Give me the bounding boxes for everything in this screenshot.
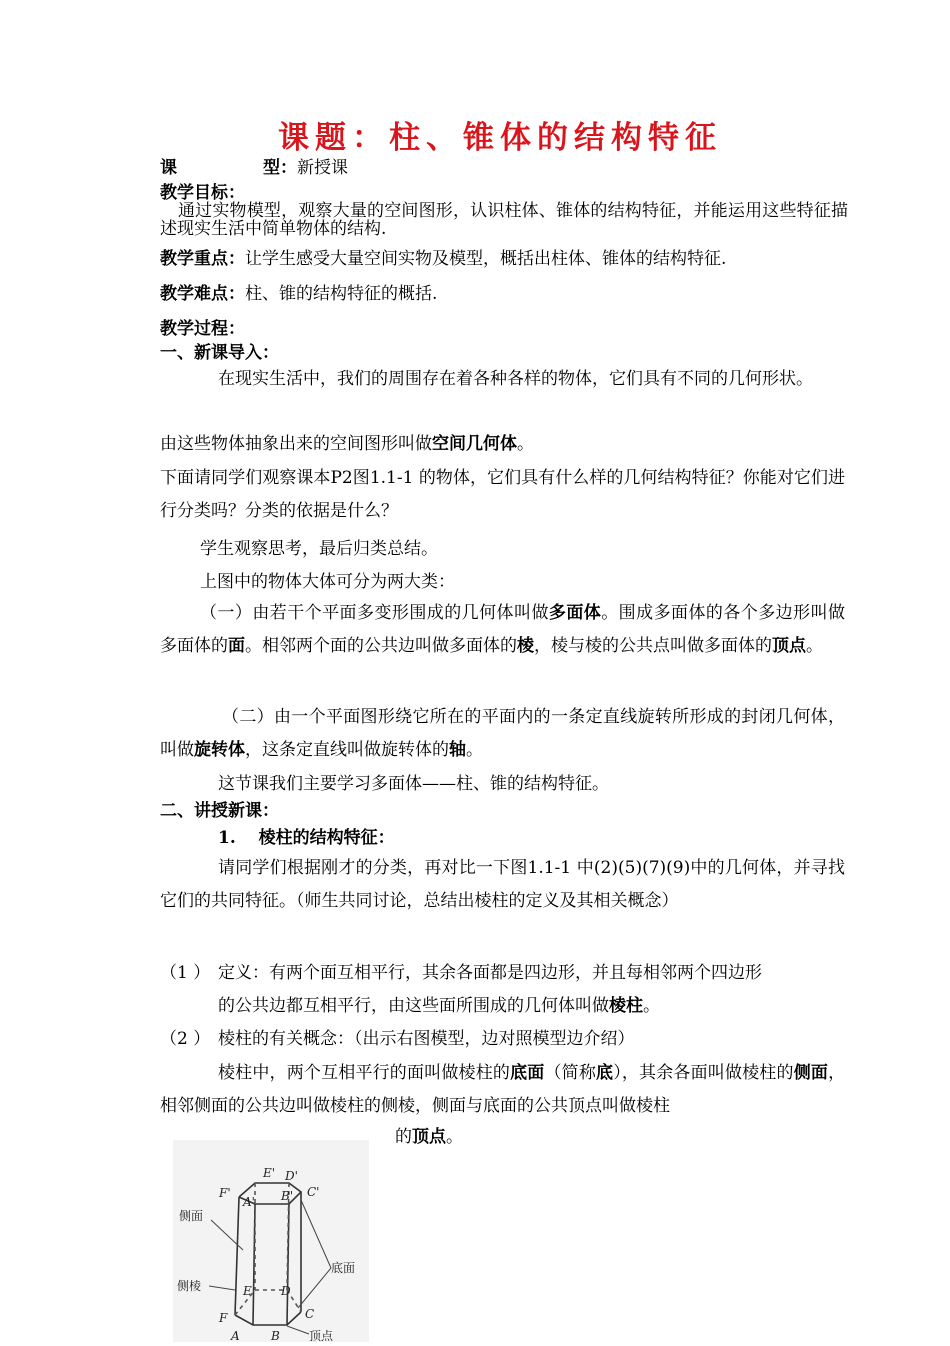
label-b-prime: B'	[281, 1189, 294, 1203]
label-a: A	[231, 1329, 240, 1342]
concept-paragraph	[160, 1057, 845, 1123]
sec1-paragraph-1: 在现实生活中，我们的周围存在着各种各样的物体，它们具有不同的几何形状。	[218, 369, 813, 389]
p7-text-c: ，这条定直线叫做旋转体的	[245, 740, 449, 760]
p7-text-a: （二）由一个平面图形绕它所在的平面内的一条定直线旋转所形成的封闭几何体，叫做	[160, 707, 845, 760]
def-end: 。	[643, 996, 660, 1016]
type-label-b: 型：	[263, 158, 297, 178]
term-vertex: 顶点	[772, 636, 806, 656]
p6-text-g: ，棱与棱的公共点叫做多面体的	[534, 636, 772, 656]
c1-text-e: ），其余各面叫做棱柱的	[613, 1063, 794, 1083]
label-c-prime: C'	[307, 1185, 320, 1199]
c1-text-a: 棱柱中，两个互相平行的面叫做棱柱的	[218, 1063, 511, 1083]
term-base: 底面	[510, 1063, 545, 1083]
label-c: C	[305, 1307, 315, 1321]
concepts-line	[160, 1028, 850, 1050]
label-e-prime: E'	[263, 1166, 276, 1180]
sec1-paragraph-6	[160, 597, 845, 663]
lesson-type-line	[160, 157, 850, 179]
sec1-paragraph-4: 学生观察思考，最后归类总结。	[200, 539, 438, 559]
def-number: （1 ）	[160, 963, 211, 983]
c2-end: 。	[446, 1127, 463, 1147]
p2-end: 。	[517, 434, 534, 454]
c2-text-a: 的	[395, 1127, 412, 1147]
subsection-1-heading: 1. 棱柱的结构特征：	[218, 828, 395, 848]
label-d: D	[281, 1284, 291, 1298]
sec1-paragraph-5: 上图中的物体大体可分为两大类：	[200, 572, 455, 592]
sec1-paragraph-2	[160, 433, 850, 455]
concept-paragraph-end	[395, 1126, 950, 1148]
p6-end: 。	[806, 636, 823, 656]
label-e: E	[243, 1284, 252, 1298]
hard-point	[160, 283, 850, 305]
def-text-a: 定义：有两个面互相平行，其余各面都是四边形，并且每相邻两个四边形	[218, 963, 762, 983]
section1-heading: 一、新课导入：	[160, 343, 279, 363]
label-f-prime: F'	[219, 1186, 231, 1200]
type-value: 新授课	[297, 158, 348, 178]
label-lateral-edge: 侧棱	[177, 1279, 202, 1293]
concept-number: （2 ）	[160, 1029, 211, 1049]
c1-text-g: ，相邻侧面的公共边叫做棱柱的侧棱，侧面与底面的公共顶点叫做棱柱	[160, 1063, 846, 1116]
p6-text-e: 。相邻两个面的公共边叫做多面体的	[245, 636, 517, 656]
term-axis: 轴	[449, 740, 466, 760]
key-label: 教学重点：	[160, 249, 245, 269]
c1-text-c: （简称	[544, 1063, 596, 1083]
page-title: 课题：柱、锥体的结构特征	[278, 120, 722, 156]
term-rotation-body: 旋转体	[194, 740, 245, 760]
p6-text-c: 。围成多面体的各个多边形叫做多面体的	[160, 603, 846, 656]
sec1-paragraph-3: 下面请同学们观察课本P2图1.1-1 的物体，它们具有什么样的几何结构特征？你能对它们进行分类吗？分类的依据是什么？	[160, 468, 845, 521]
term-face: 面	[228, 636, 245, 656]
hard-label: 教学难点：	[160, 284, 245, 304]
goal-label: 教学目标：	[160, 183, 245, 203]
sec1-paragraph-7	[160, 701, 845, 767]
type-label-a: 课	[160, 158, 177, 178]
process-label: 教学过程：	[160, 319, 245, 339]
label-lateral-face: 侧面	[179, 1209, 204, 1223]
key-text: 让学生感受大量空间实物及模型，概括出柱体、锥体的结构特征.	[245, 249, 727, 269]
label-b: B	[271, 1329, 280, 1342]
term-prism: 棱柱	[609, 996, 643, 1016]
sec1-paragraph-8: 这节课我们主要学习多面体——柱、锥的结构特征。	[218, 774, 609, 794]
p2-term: 空间几何体	[432, 434, 517, 454]
term-polyhedron: 多面体	[548, 603, 602, 623]
term-lateral-face: 侧面	[793, 1063, 829, 1083]
concept-text: 棱柱的有关概念：（出示右图模型，边对照模型边介绍）	[218, 1029, 635, 1049]
definition-line-1	[160, 962, 850, 984]
label-f: F	[219, 1311, 228, 1325]
definition-line-2	[218, 995, 908, 1017]
term-prism-vertex: 顶点	[412, 1127, 446, 1147]
def-text-b: 的公共边都互相平行，由这些面所围成的几何体叫做	[218, 996, 609, 1016]
goal-text: 通过实物模型，观察大量的空间图形，认识柱体、锥体的结构特征，并能运用这些特征描述现实生活中简单物体的结构.	[160, 201, 848, 239]
section2-heading: 二、讲授新课：	[160, 801, 279, 821]
p6-text-a: （一）由若干个平面多变形围成的几何体叫做	[200, 603, 549, 623]
hexagonal-prism-diagram	[173, 1140, 369, 1342]
label-d-prime: D'	[285, 1169, 298, 1183]
p2-text: 由这些物体抽象出来的空间图形叫做	[160, 434, 432, 454]
hard-text: 柱、锥的结构特征的概括.	[245, 284, 438, 304]
sec2-question: 请同学们根据刚才的分类，再对比一下图1.1-1 中(2)(5)(7)(9)中的几何体，并寻找它们的共同特征。（师生共同讨论，总结出棱柱的定义及其相关概念）	[160, 858, 845, 911]
key-point	[160, 248, 850, 270]
term-edge: 棱	[517, 636, 534, 656]
label-base: 底面	[331, 1261, 356, 1275]
label-a-prime: A'	[243, 1195, 255, 1209]
prism-figure	[173, 1140, 369, 1342]
label-vertex: 顶点	[309, 1329, 334, 1342]
term-base-short: 底	[596, 1063, 614, 1083]
p7-end: 。	[466, 740, 483, 760]
